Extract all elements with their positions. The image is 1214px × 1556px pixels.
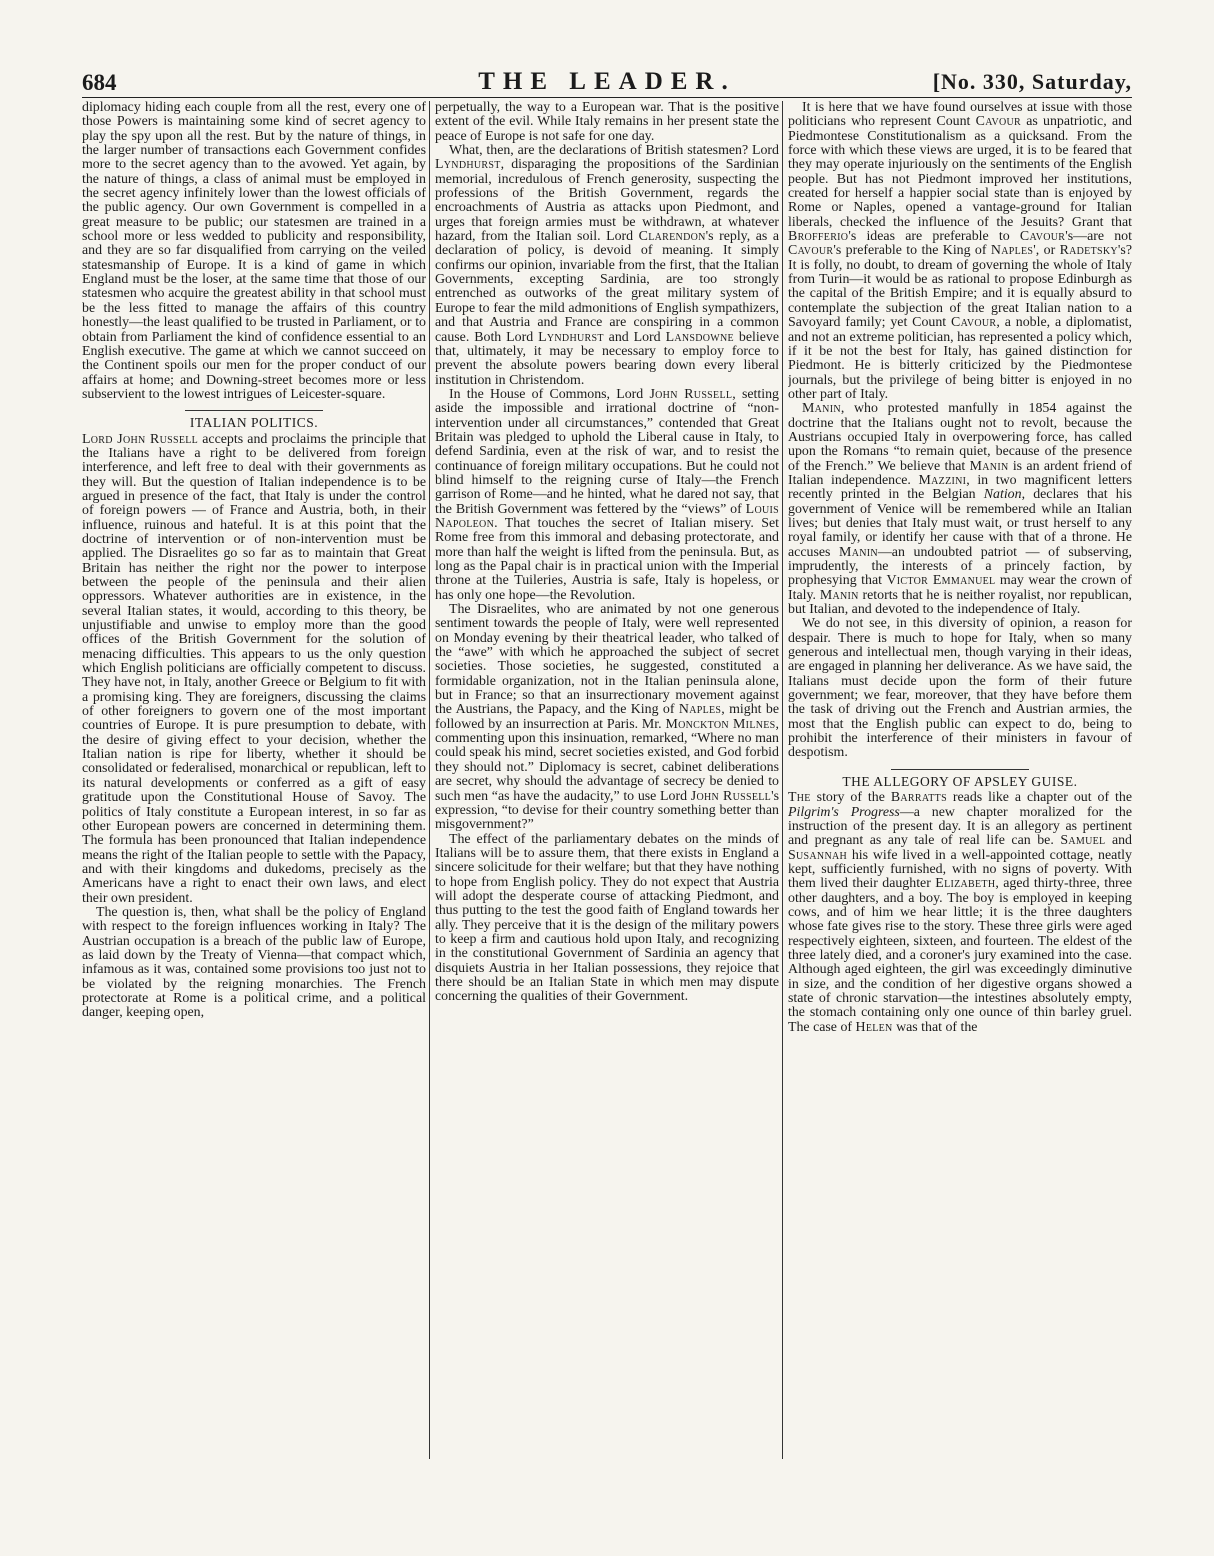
page-number: 684 (82, 70, 117, 95)
section-heading-apsley-guise: THE ALLEGORY OF APSLEY GUISE. (842, 773, 1078, 789)
paragraph: The effect of the parliamentary debates on the minds of Italians will be to assure them, that there exists in England a sincere solicitude for their welfare; but that they have nothing to hope from English policy. They do not expect that Austria will adopt the desperate course of attacking Piedmont, and thus putting to the test the good faith of England towards her ally. They perceive that it is the design of the military powers to keep a firm and cautious hold upon Italy, and recognizing in the constitutional Government of Sardinia an agency that disquiets Austria in her Italian possessions, they rejoice that there should be an Italian State in which men may dispute concerning the qualities of their Government. (435, 831, 779, 1005)
paragraph: It is here that we have found ourselves at issue with those politicians who represent Count Cavour as unpatriotic, and Piedmontese Constitutionalism as a quicksand. From the force with which these views are urged, it is to be feared that they may operate injuriously on the sentiments of the English people. But has not Piedmont improved her institutions, created for herself a happier social state than is enjoyed by Rome or Naples, opened a vantage-ground for Italian liberals, checked the influence of the Jesuits? Grant that Brofferio's ideas are preferable to Cavour's—are not Cavour's preferable to the King of Naples', or Radetsky's? It is folly, no doubt, to dream of governing the whole of Italy from Turin—it would be as rational to propose Edinburgh as the capital of the British Empire; and it is equally absurd to contemplate the subjection of the great Italian nation to a Savoyard family; yet Count Cavour, a noble, a diplomatist, and not an extreme politician, has represented a policy which, if it be not the best for Italy, has gained distinction for Piedmont. He is bitterly criticized by the Piedmontese journals, but the privilege of being bitter is enjoyed in no other part of Italy. (788, 101, 1132, 402)
masthead (82, 66, 1132, 96)
paragraph: The Disraelites, who are animated by not one generous sentiment towards the people of Italy, were well represented on Monday evening by their theatrical leader, who talked of the “awe” with which he approached the subject of secret societies. Those societies, he suggested, constituted a formidable organization, not in the Italian peninsula alone, but in France; so that an insurrectionary movement against the Austrians, the Papacy, and the King of Naples, might be followed by an insurrection at Paris. Mr. Monckton Milnes, commenting upon this insinuation, remarked, “Where no man could speak his mind, secret societies existed, and God forbid they should not.” Diplomacy is secret, cabinet deliberations are secret, why should the advantage of secrecy be denied to such men “as have the audacity,” to use Lord John Russell's expression, “to devise for their country something better than misgovernment?” (435, 602, 779, 833)
paragraph: Lord John Russell accepts and proclaims the principle that the Italians have a right to be delivered from foreign interference, and left free to deal with their governments as they will. But the question of Italian independence is to be argued in presence of the fact, that Italy is under the control of foreign powers — of France and Austria, both, in their influence, ruinous and hateful. It is at this point that the doctrine of intervention or of non-intervention must be applied. The Disraelites go so far as to maintain that Great Britain has neither the right nor the power to interpose between the people of the peninsula and their alien oppressors. Whatever authorities are in existence, in the several Italian states, it would, according to this theory, be unjustifiable and unwise to employ more than the good offices of the British Government for the solution of menacing difficulties. This appears to us the only question which English politicians are officially competent to discuss. They have not, in Italy, another Greece or Belgium to fit with a promising king. They are foreigners, discussing the claims of other foreigners to govern one of the most important countries of Europe. It is pure presumption to debate, with the desire of giving effect to your decision, whether the Italian nation is ripe for liberty, whether it should be consolidated or federalised, monarchical or republican, left to its natural developments or conferred as a gift of easy gratitude upon the Constitutional House of Savoy. The politics of Italy constitute a European interest, in so far as other European powers are concerned in determining them. The formula has been pronounced that Italian independence means the right of the Italian people to settle with the Papacy, and with their kingdoms and dukedoms, precisely as the Americans have a right to enact their own laws, and elect their own president. (82, 431, 426, 906)
person-name: Lord John Russell (82, 431, 199, 447)
column-2 (435, 101, 779, 1461)
paragraph: What, then, are the declarations of British statesmen? Lord Lyndhurst, disparaging the propositions of the Sardinian memorial, incredulous of French generosity, suspecting the professions of the British Government, regards the encroachments of Austria as attacks upon Piedmont, and urges that foreign armies must be withdrawn, at whatever hazard, from the Italian soil. Lord Clarendon's reply, as a declaration of policy, is devoid of meaning. It simply confirms our opinion, invariable from the first, that the Italian Governments, excepting Sardinia, are too strongly entrenched as outworks of the great military system of Europe to fear the mild admonitions of English sympathizers, and that Austria and France are conspiring in a common cause. Both Lord Lyndhurst and Lord Lansdowne believe that, ultimately, it may be necessary to employ force to prevent the absolute powers bearing down every liberal institution in Christendom. (435, 143, 779, 388)
newspaper-title: THE LEADER. (478, 68, 736, 95)
paragraph: perpetually, the way to a European war. That is the positive extent of the evil. While Italy remains in her present state the peace of Europe is not safe for one day. (435, 101, 779, 144)
column-3 (788, 101, 1132, 1461)
section-rule (891, 769, 1029, 770)
section-heading-italian-politics: ITALIAN POLITICS. (189, 415, 319, 431)
section-rule (185, 410, 323, 411)
paragraph: The question is, then, what shall be the policy of England with respect to the foreign influences working in Italy? The Austrian occupation is a breach of the public law of Europe, as laid down by the Treaty of Vienna—that compact which, infamous as it was, contained some provisions too just not to be violated by the reigning monarchies. The French protectorate at Rome is a political crime, and a political danger, keeping open, (82, 904, 426, 1021)
paragraph: In the House of Commons, Lord John Russell, setting aside the impossible and irrational doctrine of “non-intervention under all circumstances,” contended that Great Britain was pledged to uphold the Liberal cause in Italy, to defend Sardinia, even at the risk of war, and to resist the continuance of foreign military occupations. But he could not blind himself to the reigning curse of Italy—the French garrison of Rome—and he hinted, what he dared not say, that the British Government was fettered by the “views” of Louis Napoleon. That touches the secret of Italian misery. Set Rome free from this immoral and debasing protectorate, and more than half the weight is lifted from the peninsula. But, as long as the Papal chair is in practical union with the Imperial throne at the Tuileries, Austria is safe, Italy is hopeless, or has only one hope—the Revolution. (435, 386, 779, 603)
paragraph: We do not see, in this diversity of opinion, a reason for despair. There is much to hope for Italy, when so many generous and intellectual men, though varying in their ideas, are engaged in planning her deliverance. As we have said, the Italians must decide upon the form of their future government; we fear, moreover, that they have before them the task of driving out the French and Austrian armies, the most that the English public can expect to do, being to prohibit the interference of their ministers in favour of despotism. (788, 616, 1132, 761)
header-rule (82, 97, 1132, 98)
paragraph: The story of the Barratts reads like a chapter out of the Pilgrim's Progress—a new chapter moralized for the instruction of the present day. It is an allegory as pertinent and pregnant as any tale of real life can be. Samuel and Susannah his wife lived in a well-appointed cottage, neatly kept, sufficiently furnished, with no signs of poverty. With them lived their daughter Elizabeth, aged thirty-three, three other daughters, and a boy. The boy is employed in keeping cows, and of him we hear little; it is the three daughters whose fate gives rise to the story. These three girls were aged respectively eighteen, sixteen, and fourteen. The eldest of the three lately died, and a coroner's jury examined into the case. Although aged eighteen, the girl was exceedingly diminutive in size, and the condition of her digestive organs showed a state of chronic starvation—the intestines absolutely empty, the stomach containing only one ounce of thin barley gruel. The case of Helen was that of the (788, 790, 1132, 1035)
issue-label: [No. 330, Saturday, (932, 69, 1132, 94)
paragraph: diplomacy hiding each couple from all the rest, every one of those Powers is maintaining some kind of secret agency to play the spy upon all the rest. But by the nature of things, in the larger number of transactions each Government confides more to the secret agency than to the avowed. Yet again, by the nature of things, a class of animal must be employed in the secret agency infinitely lower than the lowest officials of the public agency. Our own Government is compelled in a great measure to be public; our statesmen are trained in a school more or less wedded to publicity and responsibility, and they are so far disqualified from carrying on the veiled statesmanship of Europe. It is a kind of game in which England must be the loser, at the same time that those of our statesmen who acquire the greatest ability in that school must be the less fitted to manage the affairs of this country honestly—the least qualified to be trusted in Parliament, or to obtain from Parliament the kind of confidence essential to an English executive. The game at which we cannot succeed on the Continent spoils our men for the proper conduct of our affairs at home; and Downing-street becomes more or less subservient to the lowest intrigues of Leicester-square. (82, 101, 426, 402)
column-divider-2 (782, 101, 783, 1459)
column-divider-1 (429, 101, 430, 1459)
column-1 (82, 101, 426, 1461)
paragraph: Manin, who protested manfully in 1854 against the doctrine that the Italians ought not to revolt, because the Austrians occupied Italy in overpowering force, has called upon the Romans “to remain quiet, because of the presence of the French.” We believe that Manin is an ardent friend of Italian independence. Mazzini, in two magnificent letters recently printed in the Belgian Nation, declares that his government of Venice will be remembered while an Italian lives; but denies that Italy must wait, or trust herself to any royal family, or identify her cause with that of a throne. He accuses Manin—an undoubted patriot — of subserving, imprudently, the interests of a princely faction, by prophesying that Victor Emmanuel may wear the crown of Italy. Manin retorts that he is neither royalist, nor republican, but Italian, and devoted to the independence of Italy. (788, 401, 1132, 618)
